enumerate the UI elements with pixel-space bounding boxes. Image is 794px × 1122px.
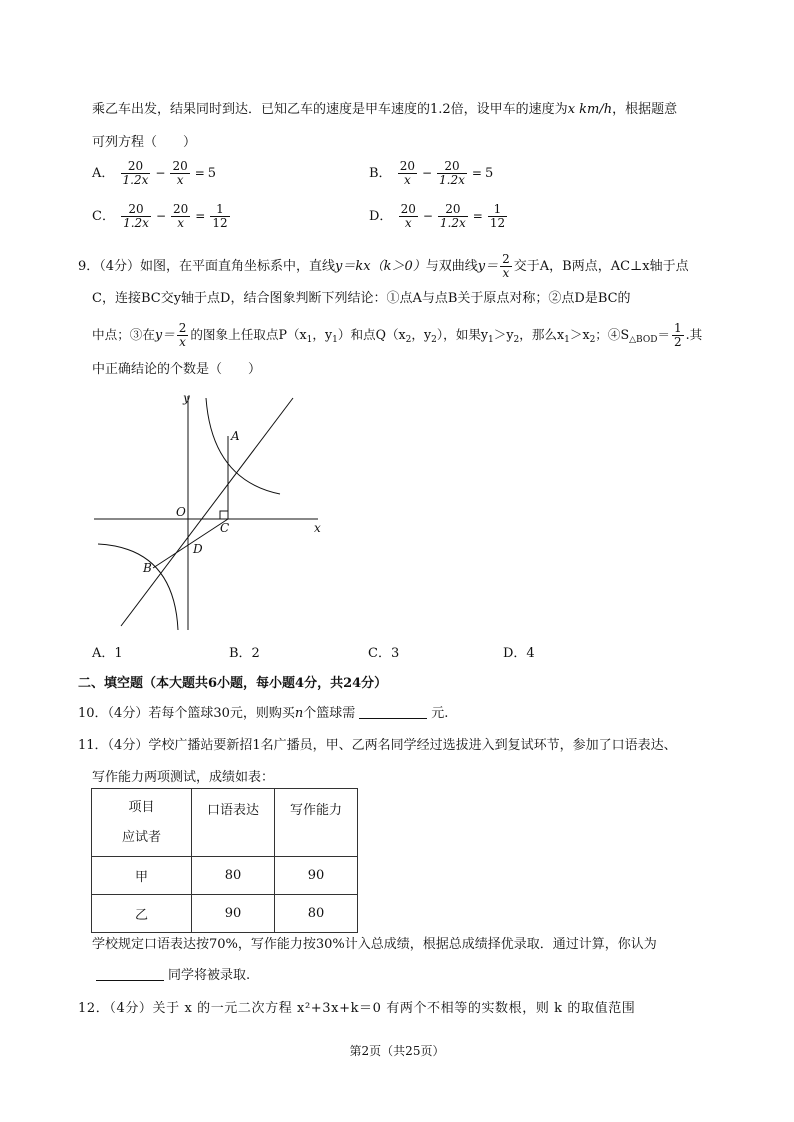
table-cell-name: 甲 — [92, 857, 192, 895]
table-cell: 90 — [192, 895, 275, 933]
q9-option-c: C．3 — [368, 646, 400, 661]
q11-line1: 11．（4分）学校广播站要新招1名广播员，甲、乙两名同学经过选拔进入到复试环节，参加了口语表达、 — [78, 738, 677, 753]
score-table — [91, 788, 358, 933]
table-row — [92, 895, 358, 933]
q9-line3: 中点；③在y＝ $\frac{2}{x}$ 的图象上任取点$P(x_1$，$y_1$）和点$Q(x_2$，$y_2$），如果$y_1>y_2$，那么$x_1>x_2$；$④S_{\triangle BOD}=$ $\frac{1}{2}$ .其 — [92, 321, 703, 349]
label-d: D — [193, 542, 203, 556]
table-cell: 80 — [192, 857, 275, 895]
page-footer: 第2页（共25页） — [349, 1044, 445, 1058]
line-y-kx — [121, 398, 293, 626]
q9-option-a: A．1 — [92, 646, 123, 661]
q8-option-c: C． $\frac{20}{1.2x}$ − $\frac{20}{x}$ = $\frac{1}{12}$ — [92, 202, 228, 230]
q9-line2: C，连接BC交y轴于点D，结合图象判断下列结论：①点A与点B关于原点对称；②点D是BC的 — [92, 291, 631, 306]
table-corner-cell: 项目 应试者 — [92, 789, 192, 857]
hyperbola-branch-1 — [206, 398, 280, 494]
q11-line2: 写作能力两项测试，成绩如表： — [92, 770, 275, 785]
q8-line2: 可列方程（ ） — [92, 135, 197, 150]
label-x: x — [314, 521, 321, 535]
table-cell-name: 乙 — [92, 895, 192, 933]
q9-graph — [90, 388, 335, 633]
hyperbola-branch-2 — [98, 544, 178, 630]
label-y: y — [183, 391, 190, 405]
label-c: C — [220, 521, 230, 535]
table-header: 写作能力 — [275, 789, 358, 857]
table-cell: 80 — [275, 895, 358, 933]
label-o: O — [176, 505, 186, 519]
q9-option-b: B．2 — [229, 646, 260, 661]
q8-option-d: D． $\frac{20}{x}$ − $\frac{20}{1.2x}$ = $\frac{1}{12}$ — [369, 202, 506, 230]
q11-answer-blank[interactable] — [96, 966, 164, 981]
q9-line4: 中正确结论的个数是（ ） — [92, 362, 262, 377]
table-header: 口语表达 — [192, 789, 275, 857]
right-angle-mark — [220, 511, 228, 519]
table-cell: 90 — [275, 857, 358, 895]
q9-option-d: D．4 — [503, 646, 535, 661]
q8-line1: 乘乙车出发，结果同时到达．已知乙车的速度是甲车速度的1.2倍，设甲车的速度为x km/h，根据题意 — [92, 102, 678, 117]
table-row — [92, 857, 358, 895]
q10: 10．（4分）若每个篮球30元，则购买n个篮球需 元. — [78, 706, 449, 721]
label-a: A — [231, 429, 240, 443]
q9-line1: 9．（4分）如图，在平面直角坐标系中，直线y＝kx（k＞0）与双曲线y＝ $\frac{2}{x}$ 交于A，B两点，AC⊥x轴于点 — [78, 252, 689, 280]
q12: 12．（4分）关于 x 的一元二次方程 x²+3x+k＝0 有两个不相等的实数根，则 k 的取值范围 — [78, 1001, 636, 1016]
q11-line3: 学校规定口语表达按70%，写作能力按30%计入总成绩，根据总成绩择优录取．通过计算，你认为 — [92, 937, 657, 952]
q8-option-b: B． $\frac{20}{x}$ − $\frac{20}{1.2x}$ = 5 — [369, 159, 494, 187]
q10-answer-blank[interactable] — [359, 704, 427, 719]
label-b: B — [143, 561, 152, 575]
q8-option-a: A． $\frac{20}{1.2x}$ − $\frac{20}{x}$ = 5 — [92, 159, 217, 187]
section-2-heading: 二、填空题（本大题共6小题，每小题4分，共24分） — [78, 676, 388, 691]
segment-bc — [153, 519, 228, 568]
q11-line4: 同学将被录取. — [92, 966, 250, 986]
